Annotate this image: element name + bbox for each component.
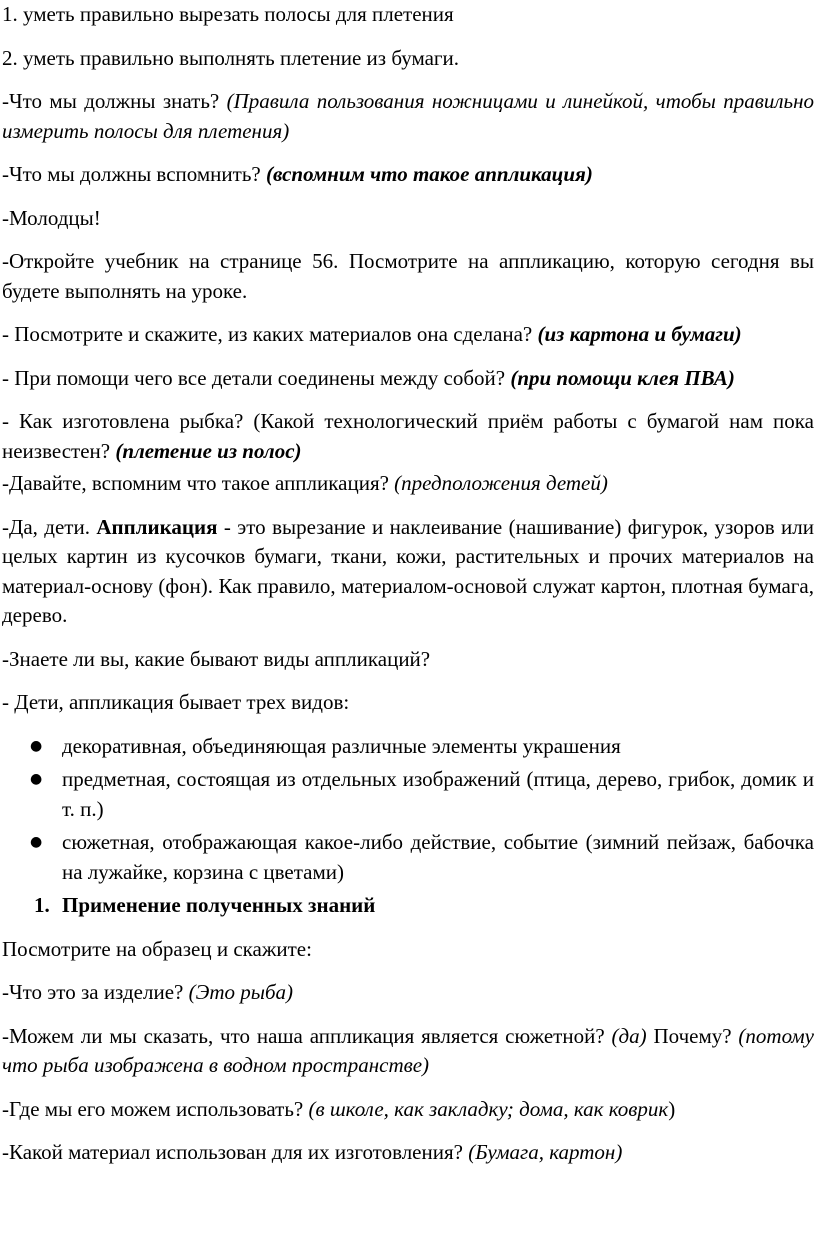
look-sample-text: Посмотрите на образец и скажите: — [2, 936, 312, 961]
definition-intro: -Да, дети. — [2, 514, 97, 539]
kinds-answer — [2, 688, 814, 718]
answer-remember: (вспомним что такое аппликация) — [265, 162, 593, 186]
question-materials — [2, 320, 814, 350]
answer-product: (Это рыба) — [188, 980, 294, 1004]
question-know-text: -Что мы должны знать? — [2, 89, 227, 113]
question-use-text: -Где мы его можем использовать? — [2, 1096, 309, 1121]
textbook-instruction — [2, 247, 814, 306]
definition-body: - это вырезание и наклеивание (нашивание) фигурок, узоров или целых картин из кусочков бумаги, ткани, кожи, растительных и прочих материалов на материал-основу (фон). Как правило, материалом-основой служат картон, плотная бумага, дерево. — [2, 514, 814, 627]
definition-term: Аппликация — [96, 514, 218, 539]
question-materials-text: - Посмотрите и скажите, из каких материалов она сделана? — [2, 322, 538, 346]
question-remember — [2, 160, 814, 190]
answer-use: (в школе, как закладку; дома, как коврик — [308, 1096, 669, 1121]
question-application-text: -Давайте, вспомним что такое аппликация? — [2, 471, 395, 495]
answer-plot: (да) — [611, 1023, 647, 1048]
goal-text-1: 1. уметь правильно вырезать полосы для плетения — [2, 2, 454, 26]
answer-material-used: (Бумага, картон) — [468, 1140, 623, 1164]
bullet-icon: ● — [30, 771, 43, 787]
goal-text-2: 2. уметь правильно выполнять плетение из бумаги. — [2, 45, 460, 70]
bullet-icon: ● — [30, 737, 43, 754]
goal-line-1 — [2, 0, 814, 30]
question-plot — [2, 1022, 814, 1081]
answer-application: (предположения детей) — [394, 471, 608, 495]
answer-why: (потому что рыба изображена в водном пространстве) — [2, 1023, 814, 1077]
bullet-icon: ● — [30, 834, 43, 850]
question-joining — [2, 364, 814, 394]
section-heading — [2, 891, 814, 921]
goal-line-2 — [2, 44, 814, 74]
question-kinds — [2, 645, 814, 675]
question-product-text: -Что это за изделие? — [2, 980, 189, 1004]
answer-materials: (из картона и бумаги) — [537, 322, 742, 346]
textbook-instruction-text: -Откройте учебник на странице 56. Посмотрите на аппликацию, которую сегодня вы будете выполнять на уроке. — [2, 249, 814, 303]
question-application — [2, 469, 814, 499]
list-item-text: предметная, состоящая из отдельных изображений (птица, дерево, грибок, домик и т. п.) — [62, 767, 814, 821]
list-item-text: сюжетная, отображающая какое-либо действие, событие (зимний пейзаж, бабочка на лужайке, корзина с цветами) — [62, 830, 814, 884]
praise-line — [2, 204, 814, 234]
question-joining-text: - При помощи чего все детали соединены между собой? — [2, 365, 511, 390]
kinds-answer-text: - Дети, аппликация бывает трех видов: — [2, 690, 350, 714]
list-item — [2, 732, 814, 762]
question-material-used-text: -Какой материал использован для их изготовления? — [2, 1140, 469, 1164]
question-why: Почему? — [646, 1023, 739, 1048]
kinds-list — [2, 732, 814, 888]
question-fish-made — [2, 407, 814, 466]
answer-know: (Правила пользования ножницами и линейкой, чтобы правильно измерить полосы для плетения) — [2, 89, 814, 143]
question-plot-text: -Можем ли мы сказать, что наша аппликация является сюжетной? — [2, 1023, 612, 1048]
question-fish-made-text: - Как изготовлена рыбка? (Какой технологический приём работы с бумагой нам пока неизвестен? — [2, 409, 814, 463]
question-know — [2, 87, 814, 146]
question-product — [2, 978, 814, 1008]
answer-use-close: ) — [668, 1096, 676, 1121]
list-item — [2, 828, 814, 887]
praise-text: -Молодцы! — [2, 205, 101, 230]
list-item-text: декоративная, объединяющая различные элементы украшения — [62, 733, 621, 758]
question-remember-text: -Что мы должны вспомнить? — [2, 162, 266, 186]
question-material-used — [2, 1138, 814, 1168]
answer-joining: (при помощи клея ПВА) — [510, 365, 735, 390]
question-kinds-text: -Знаете ли вы, какие бывают виды аппликаций? — [2, 646, 431, 671]
question-use — [2, 1095, 814, 1125]
look-sample — [2, 935, 814, 965]
section-title: Применение полученных знаний — [62, 893, 376, 917]
section-number: 1. — [34, 893, 50, 917]
answer-fish-made: (плетение из полос) — [115, 438, 302, 463]
list-item — [2, 765, 814, 824]
application-definition — [2, 513, 814, 631]
